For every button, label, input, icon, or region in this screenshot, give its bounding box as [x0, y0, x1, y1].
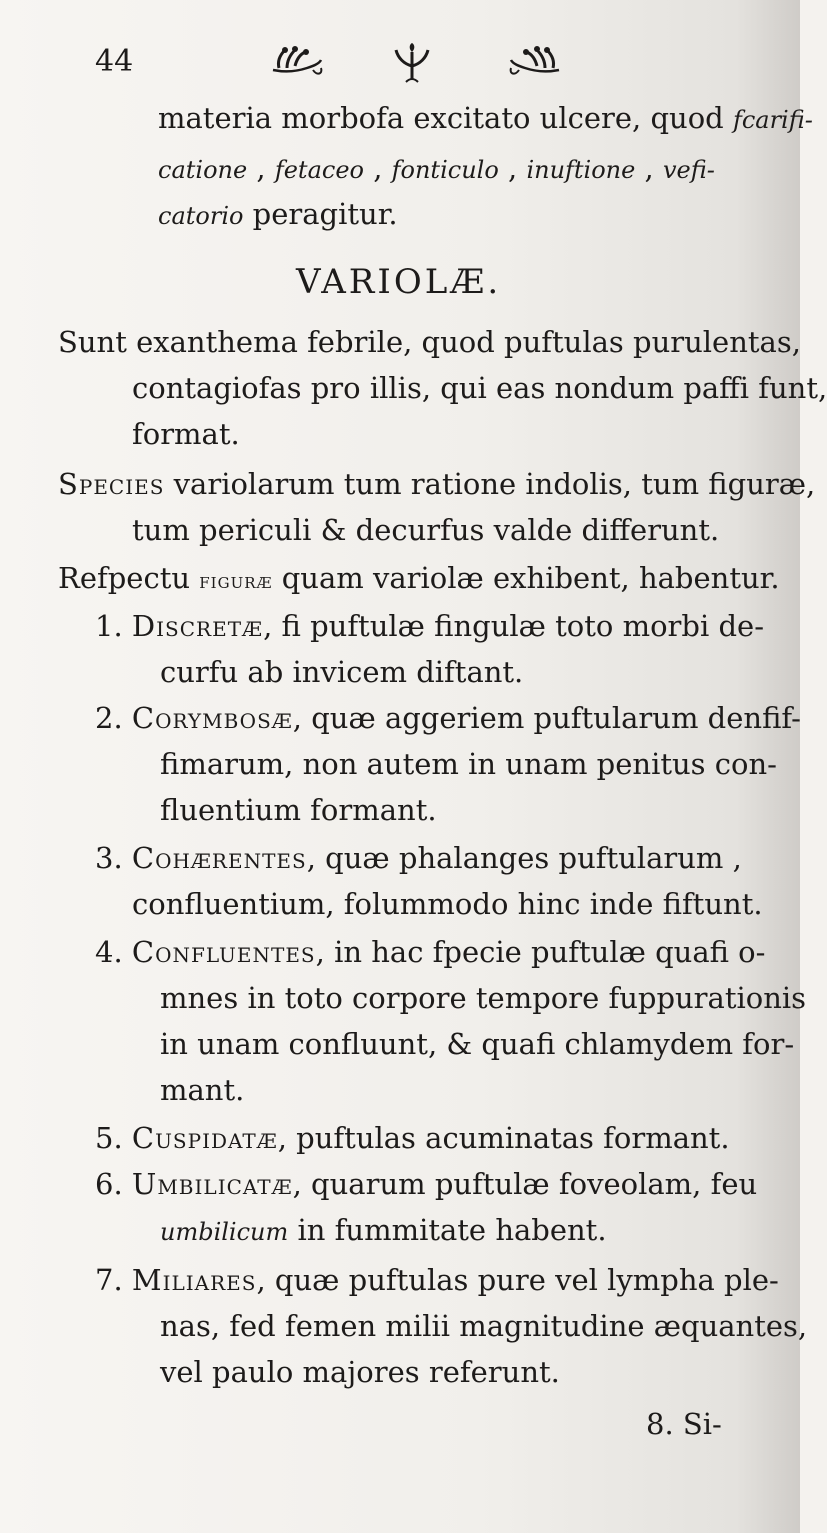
italic-span: fetaceo [274, 156, 364, 184]
list-term: Confluentes [131, 935, 316, 969]
list-number: 3. [95, 841, 123, 875]
italic-span: fonticulo [391, 156, 499, 184]
text-line: format. [132, 417, 240, 451]
text-span: variolarum tum ratione indolis, tum figuræ, [164, 467, 816, 501]
page-number: 44 [95, 44, 134, 79]
list-number: 1. [95, 609, 123, 643]
italic-span: fcarifi- [732, 106, 813, 134]
text-span: quam variolæ exhibent, habentur. [272, 561, 780, 595]
text-span: , quæ phalanges puftularum , [306, 841, 742, 875]
text-line [158, 100, 813, 138]
text-span: , quæ puftulas pure vel lympha ple- [256, 1263, 779, 1297]
list-term: Discretæ [131, 609, 264, 643]
list-term: Umbilicatæ [131, 1167, 293, 1201]
italic-span: inuftione [526, 156, 636, 184]
text-line: fluentium formant. [160, 793, 437, 827]
list-number: 4. [95, 935, 123, 969]
italic-span: catorio [158, 202, 244, 230]
text-span: , [635, 151, 663, 185]
text-line: curfu ab invicem diftant. [160, 655, 524, 689]
small-caps-span: Species [58, 467, 165, 501]
text-span: , in hac fpecie puftulæ quafi o- [315, 935, 766, 969]
leaf-ornament-center-icon [392, 42, 432, 86]
text-span: , [247, 151, 275, 185]
italic-span: umbilicum [160, 1218, 289, 1246]
list-term: Cuspidatæ [131, 1121, 278, 1155]
text-line: mant. [160, 1073, 245, 1107]
text-span: Refpectu [58, 561, 200, 595]
text-span: , fi puftulæ fingulæ toto morbi de- [263, 609, 764, 643]
italic-span: vefi- [663, 156, 715, 184]
list-item [95, 1120, 730, 1156]
text-span: , [363, 151, 392, 185]
text-line [158, 196, 398, 234]
catchword: 8. Si- [646, 1407, 722, 1441]
text-line [158, 150, 715, 188]
small-caps-span: figuræ [199, 569, 273, 594]
section-heading: VARIOLÆ. [296, 262, 502, 302]
list-item [95, 608, 764, 644]
list-term: Corymbosæ [131, 701, 293, 735]
list-item [95, 840, 742, 876]
text-span: materia morbofa excitato ulcere, quod [158, 101, 733, 135]
list-term: Miliares [131, 1263, 257, 1297]
page-header [0, 38, 800, 98]
italic-span: catione [158, 156, 248, 184]
list-item [95, 1166, 757, 1202]
text-span: , quarum puftulæ foveolam, feu [292, 1167, 758, 1201]
text-span: , quæ aggeriem puftularum denfif- [292, 701, 801, 735]
text-line: contagiofas pro illis, qui eas nondum paffi funt, [132, 371, 827, 405]
list-number: 7. [95, 1263, 123, 1297]
text-span: in fummitate habent. [288, 1213, 607, 1247]
text-line: Sunt exanthema febrile, quod puftulas purulentas, [58, 325, 801, 359]
text-line [58, 466, 815, 502]
list-term: Cohærentes [131, 841, 307, 875]
leaf-ornament-right-icon [505, 42, 567, 82]
list-number: 2. [95, 701, 123, 735]
text-span: peragitur. [243, 197, 398, 231]
text-line: fimarum, non autem in unam penitus con- [160, 747, 777, 781]
list-item [95, 934, 765, 970]
list-item [95, 1262, 779, 1298]
list-item [95, 700, 801, 736]
leaf-ornament-left-icon [265, 42, 325, 82]
text-line [58, 560, 780, 600]
list-number: 6. [95, 1167, 123, 1201]
text-line: confluentium, folummodo hinc inde fiftunt. [132, 887, 763, 921]
text-line: nas, fed femen milii magnitudine æquantes, [160, 1309, 808, 1343]
text-span: , puftulas acuminatas formant. [277, 1121, 730, 1155]
text-line [160, 1212, 607, 1250]
text-span: , [498, 151, 527, 185]
list-number: 5. [95, 1121, 123, 1155]
text-line: vel paulo majores referunt. [160, 1355, 560, 1389]
text-line: mnes in toto corpore tempore fuppurationis [160, 981, 807, 1015]
text-line: tum periculi & decurfus valde differunt. [132, 513, 720, 547]
text-line: in unam confluunt, & quafi chlamydem for- [160, 1027, 795, 1061]
